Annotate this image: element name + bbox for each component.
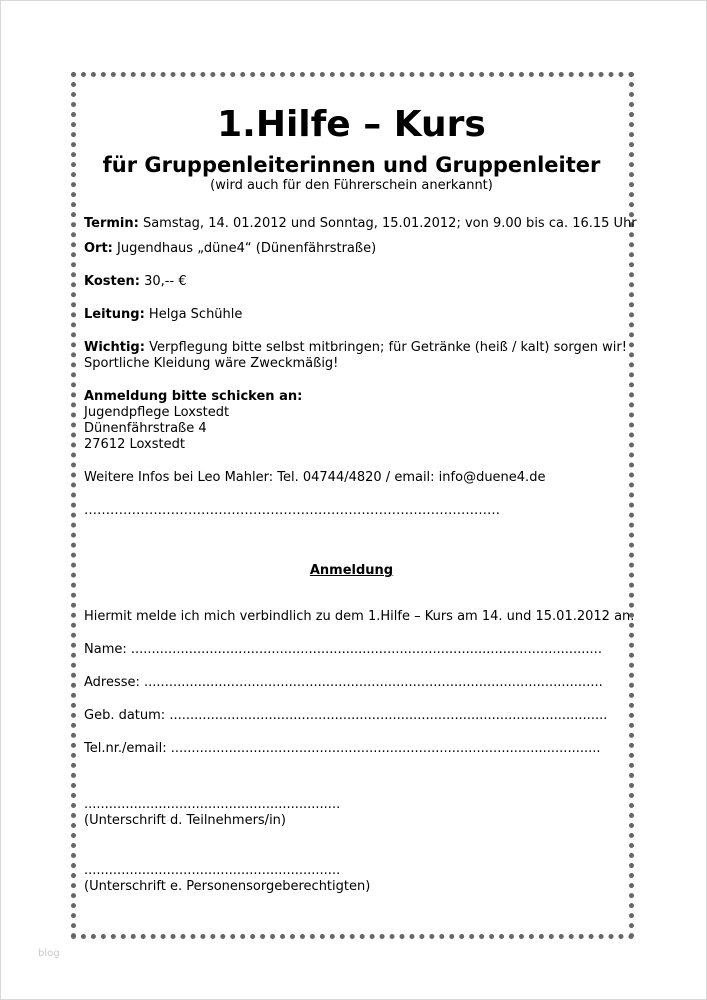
leitung-value: Helga Schühle <box>144 307 243 322</box>
signature-line-2: .............................................................. <box>84 863 341 878</box>
document-subtitle: für Gruppenleiterinnen und Gruppenleiter <box>102 153 601 177</box>
ort-line <box>84 241 619 257</box>
phone-email-field: Tel.nr./email: ........................................................................................................ <box>84 741 601 756</box>
form-heading: Anmeldung <box>309 563 394 578</box>
kosten-value: 30,-- € <box>140 274 187 289</box>
separator-line: …………………………………………………………………………………… <box>84 503 500 518</box>
ort-value: Jugendhaus „düne4“ (Dünenfährstraße) <box>112 241 377 256</box>
kosten-line <box>84 274 619 290</box>
kosten-label: Kosten: <box>84 274 140 289</box>
address-field: Adresse: ............................................................................................................... <box>84 675 603 690</box>
termin-value: Samstag, 14. 01.2012 und Sonntag, 15.01.2012; von 9.00 bis ca. 16.15 Uhr <box>138 216 637 231</box>
leitung-line <box>84 307 619 323</box>
ort-label: Ort: <box>84 241 113 256</box>
birthdate-field: Geb. datum: .......................................................................................................... <box>84 708 608 723</box>
signature-label-1: (Unterschrift d. Teilnehmers/in) <box>84 813 286 828</box>
wichtig-value: Verpflegung bitte selbst mitbringen; für Getränke (heiß / kalt) sorgen wir! <box>144 340 627 355</box>
document-title: 1.Hilfe – Kurs <box>217 104 486 145</box>
form-intro: Hiermit melde ich mich verbindlich zu dem 1.Hilfe – Kurs am 14. und 15.01.2012 an. <box>84 609 635 624</box>
wichtig-label: Wichtig: <box>84 340 145 355</box>
address-line-2: Dünenfährstraße 4 <box>84 421 207 436</box>
address-heading: Anmeldung bitte schicken an: <box>84 389 303 404</box>
signature-line-1: .............................................................. <box>84 797 341 812</box>
address-line-3: 27612 Loxstedt <box>84 437 185 452</box>
wichtig-line-2: Sportliche Kleidung wäre Zweckmäßig! <box>84 356 339 371</box>
document-content <box>84 104 637 895</box>
name-field: Name: .................................................................................................................. <box>84 642 602 657</box>
address-line-1: Jugendpflege Loxstedt <box>84 405 230 420</box>
signature-label-2: (Unterschrift e. Personensorgeberechtigten) <box>84 879 371 894</box>
recognition-note: (wird auch für den Führerschein anerkannt) <box>210 178 493 193</box>
termin-line <box>84 216 637 232</box>
leitung-label: Leitung: <box>84 307 145 322</box>
wichtig-line <box>84 340 627 356</box>
termin-label: Termin: <box>84 216 139 231</box>
watermark: blog <box>38 948 60 959</box>
info-line: Weitere Infos bei Leo Mahler: Tel. 04744/4820 / email: info@duene4.de <box>84 470 546 485</box>
